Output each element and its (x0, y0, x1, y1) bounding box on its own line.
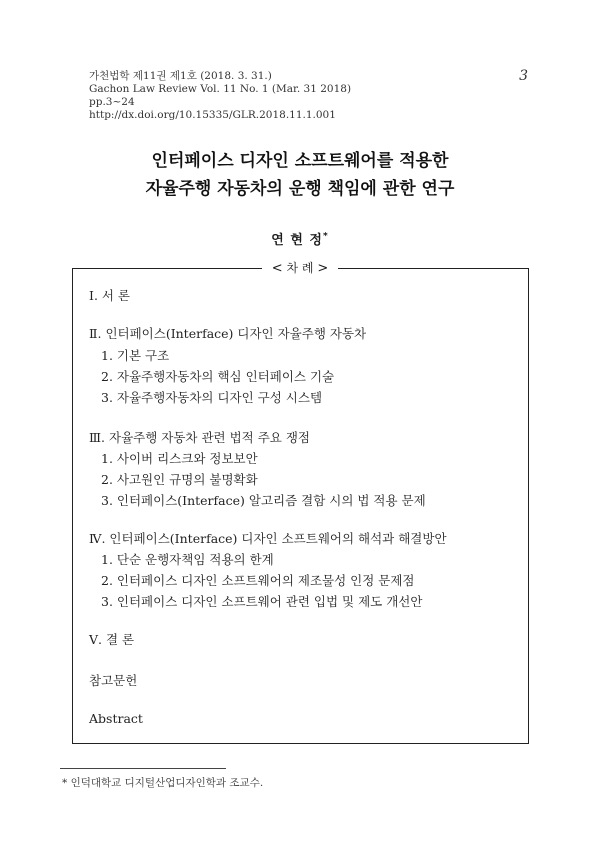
page-number: 3 (519, 68, 528, 84)
doi-link[interactable]: http://dx.doi.org/10.15335/GLR.2018.11.1.001 (89, 109, 336, 121)
toc-item: 2. 인터페이스 디자인 소프트웨어의 제조물성 인정 문제점 (101, 573, 415, 588)
author-footnote: * 인덕대학교 디지털산업디자인학과 조교수. (62, 777, 264, 789)
toc-section-3: Ⅲ. 자율주행 자동차 관련 법적 주요 쟁점 (89, 430, 310, 445)
toc-item: 2. 사고원인 규명의 불명확화 (101, 472, 258, 487)
left-bracket-icon: < (271, 261, 283, 276)
toc-item: 1. 단순 운행자책임 적용의 한계 (101, 552, 274, 567)
toc-item: 2. 자율주행자동차의 핵심 인터페이스 기술 (101, 369, 335, 384)
toc-section-4: Ⅳ. 인터페이스(Interface) 디자인 소프트웨어의 해석과 해결방안 (89, 531, 447, 546)
journal-issue-english: Gachon Law Review Vol. 11 No. 1 (Mar. 31 2018) (89, 83, 352, 95)
author-footnote-mark: * (323, 231, 329, 242)
author (0, 229, 600, 248)
toc-item: 1. 기본 구조 (101, 348, 170, 363)
toc-abstract: Abstract (89, 711, 143, 726)
page-range: pp.3~24 (89, 96, 135, 108)
journal-header (89, 70, 351, 122)
toc-item: 3. 인터페이스(Interface) 알고리즘 결함 시의 법 적용 문제 (101, 493, 426, 508)
toc-section-1: Ⅰ. 서 론 (89, 288, 131, 303)
paper-title-line-2: 자율주행 자동차의 운행 책임에 관한 연구 (145, 179, 455, 199)
toc-heading (262, 258, 338, 279)
toc-section-2: Ⅱ. 인터페이스(Interface) 디자인 자율주행 자동차 (89, 326, 367, 341)
right-bracket-icon: > (317, 261, 329, 276)
journal-issue: 가천법학 제11권 제1호 (2018. 3. 31.) (89, 70, 272, 82)
paper-title-line-1: 인터페이스 디자인 소프트웨어를 적용한 (151, 151, 449, 171)
footnote-divider (60, 768, 226, 769)
author-name: 연 현 정 (271, 233, 323, 248)
toc-section-5: Ⅴ. 결 론 (89, 632, 135, 647)
toc-heading-label: 차 례 (286, 261, 314, 275)
toc-item: 3. 인터페이스 디자인 소프트웨어 관련 입법 및 제도 개선안 (101, 594, 423, 609)
toc-references: 참고문헌 (89, 673, 138, 688)
toc-item: 3. 자율주행자동차의 디자인 구성 시스템 (101, 390, 323, 405)
toc-item: 1. 사이버 리스크와 정보보안 (101, 451, 258, 466)
